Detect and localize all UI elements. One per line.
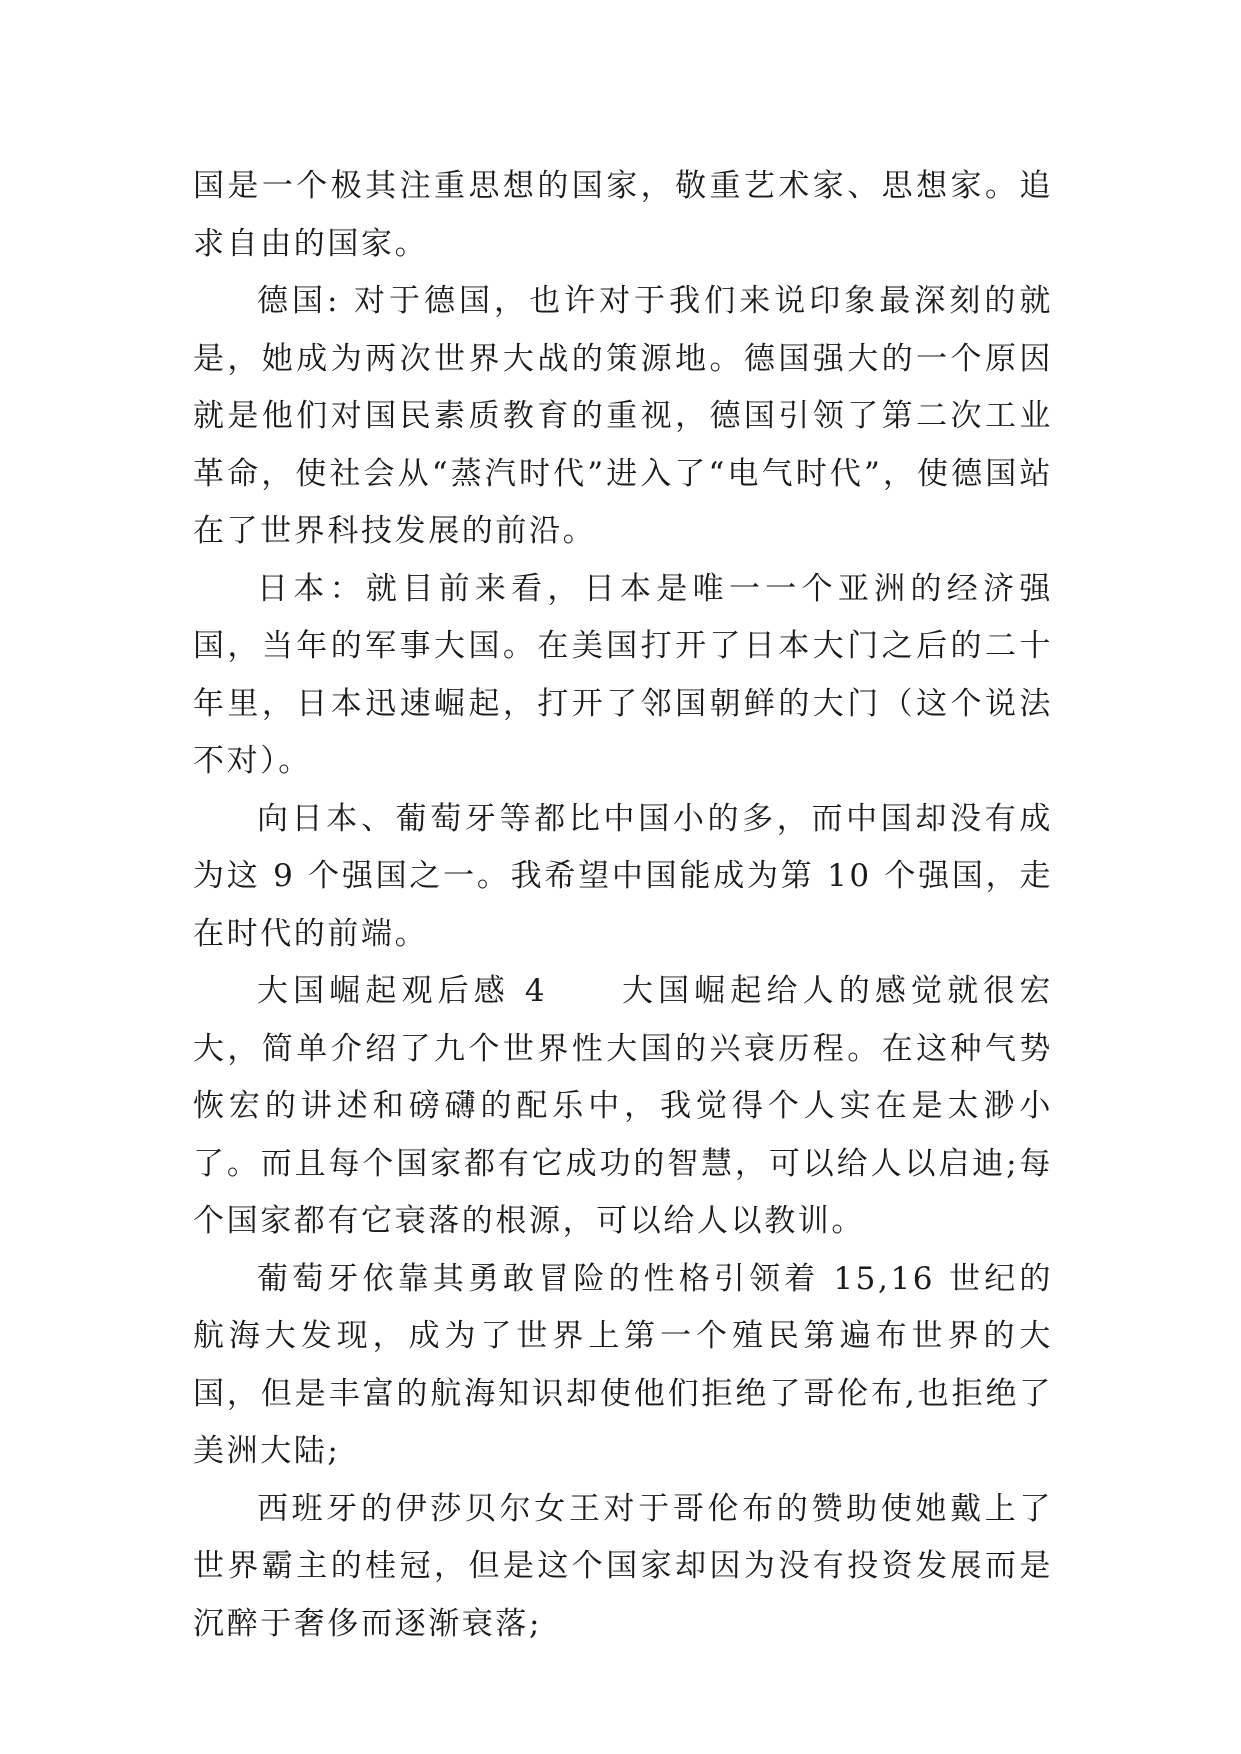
document-body bbox=[193, 158, 1053, 1653]
paragraph-germany: 德国: 对于德国，也许对于我们来说印象最深刻的就是，她成为两次世界大战的策源地。德国强大的一个原因就是他们对国民素质教育的重视，德国引领了第二次工业革命，使社会从“蒸汽时代”进入了“电气时代”，使德国站在了世界科技发展的前沿。 bbox=[193, 283, 1053, 549]
paragraph-china-hope: 向日本、葡萄牙等都比中国小的多，而中国却没有成为这 9 个强国之一。我希望中国能成为第 10 个强国，走在时代的前端。 bbox=[193, 800, 1053, 952]
paragraph-france-ending: 国是一个极其注重思想的国家，敬重艺术家、思想家。追求自由的国家。 bbox=[193, 168, 1053, 262]
paragraph-essay-4-intro: 大国崛起观后感 4 大国崛起给人的感觉就很宏大，简单介绍了九个世界性大国的兴衰历程。在这种气势恢宏的讲述和磅礴的配乐中，我觉得个人实在是太渺小了。而且每个国家都有它成功的智慧，可以给人以启迪;每个国家都有它衰落的根源，可以给人以教训。 bbox=[193, 973, 1053, 1239]
paragraph-japan: 日本：就目前来看，日本是唯一一个亚洲的经济强国，当年的军事大国。在美国打开了日本大门之后的二十年里，日本迅速崛起，打开了邻国朝鲜的大门（这个说法不对）。 bbox=[193, 570, 1053, 779]
paragraph-portugal: 葡萄牙依靠其勇敢冒险的性格引领着 15,16 世纪的航海大发现，成为了世界上第一个殖民第遍布世界的大国，但是丰富的航海知识却使他们拒绝了哥伦布,也拒绝了美洲大陆; bbox=[193, 1260, 1053, 1469]
paragraph-spain: 西班牙的伊莎贝尔女王对于哥伦布的赞助使她戴上了世界霸主的桂冠，但是这个国家却因为没有投资发展而是沉醉于奢侈而逐渐衰落; bbox=[193, 1490, 1053, 1642]
